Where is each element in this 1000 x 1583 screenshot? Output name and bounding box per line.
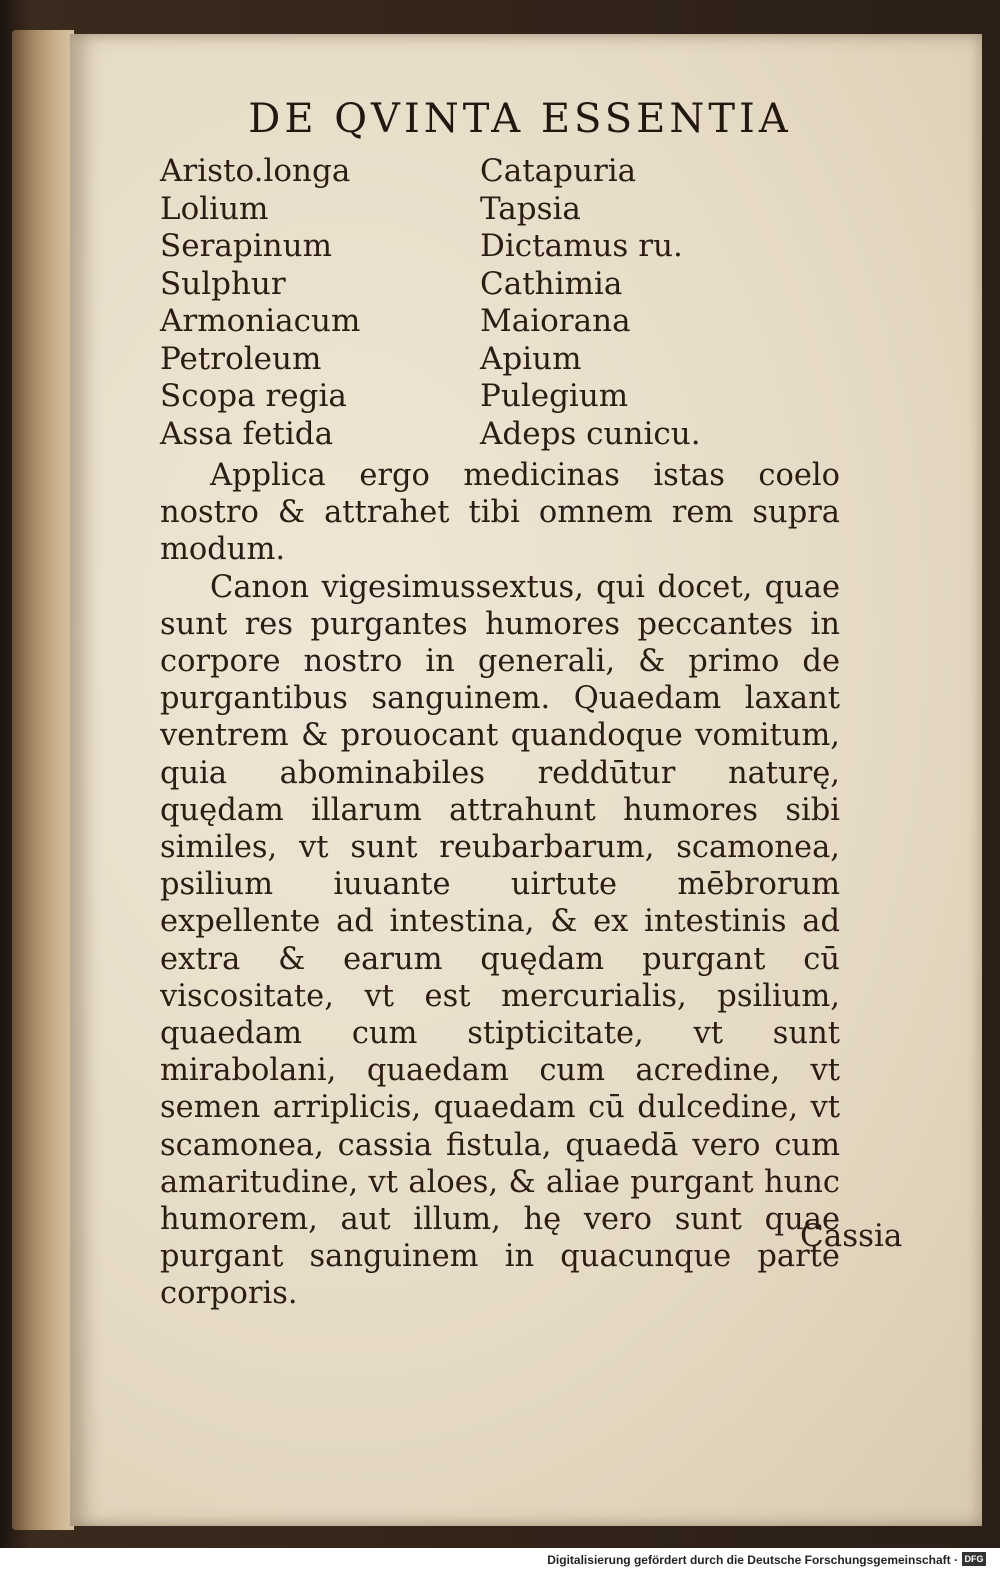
ingredient-left: Scopa regia xyxy=(160,378,347,414)
ingredient-right: Adeps cunicu. xyxy=(480,415,701,452)
ingredient-left: Lolium xyxy=(160,190,269,227)
ingredient-left: Sulphur xyxy=(160,265,286,302)
body-text xyxy=(160,457,840,1313)
dfg-logo-icon: DFG xyxy=(962,1552,986,1566)
ingredient-right: Apium xyxy=(480,340,582,377)
ingredient-list xyxy=(160,153,840,453)
page-content xyxy=(160,95,840,1313)
ingredient-right: Cathimia xyxy=(480,265,623,302)
ingredient-left: Aristo.longa xyxy=(160,153,351,189)
ingredient-right: Catapuria xyxy=(480,153,637,189)
running-head: DE QVINTA ESSENTIA xyxy=(248,96,792,142)
digitization-credit: Digitalisierung gefördert durch die Deutsche Forschungsgemeinschaft · xyxy=(547,1553,958,1567)
paragraph-canon: Canon vigesimussextus, qui docet, quae sunt res purgantes humores peccantes in corpore nostro in generali, & primo de purgantibus sanguinem. Quaedam laxant ventrem & prouocant quandoque vomitum, quia abominabiles reddūtur naturę, quędam illarum attrahunt humores sibi similes, vt sunt reubarbarum, scamonea, psilium iuuante uirtute mēbrorum expellente ad intestina, & ex intestinis ad extra & earum quędam purgant cū viscositate, vt est mercurialis, psilium, quaedam cum stipticitate, vt sunt mirabolani, quaedam cum acredine, vt semen arriplicis, quaedam cū dulcedine, vt scamonea, cassia fistula, quaedā vero cum amaritudine, vt aloes, & aliae purgant hunc humorem, aut illum, hę vero sunt quae purgant sanguinem in quacunque parte corporis. xyxy=(160,569,840,1312)
ingredient-right: Maiorana xyxy=(480,303,631,339)
ingredient-right: Pulegium xyxy=(480,378,629,414)
ingredient-left: Petroleum xyxy=(160,340,322,377)
catchword: Cassia xyxy=(800,1218,903,1254)
ingredient-right: Dictamus ru. xyxy=(480,228,683,264)
paragraph-applica: Applica ergo medicinas istas coelo nostro & attrahet tibi omnem rem supra modum. xyxy=(160,458,840,568)
ingredient-right: Tapsia xyxy=(480,190,581,227)
ingredient-left: Armoniacum xyxy=(160,303,361,339)
ingredient-left: Assa fetida xyxy=(160,415,334,452)
ingredient-left: Serapinum xyxy=(160,228,332,264)
book-page-edges xyxy=(12,30,74,1530)
